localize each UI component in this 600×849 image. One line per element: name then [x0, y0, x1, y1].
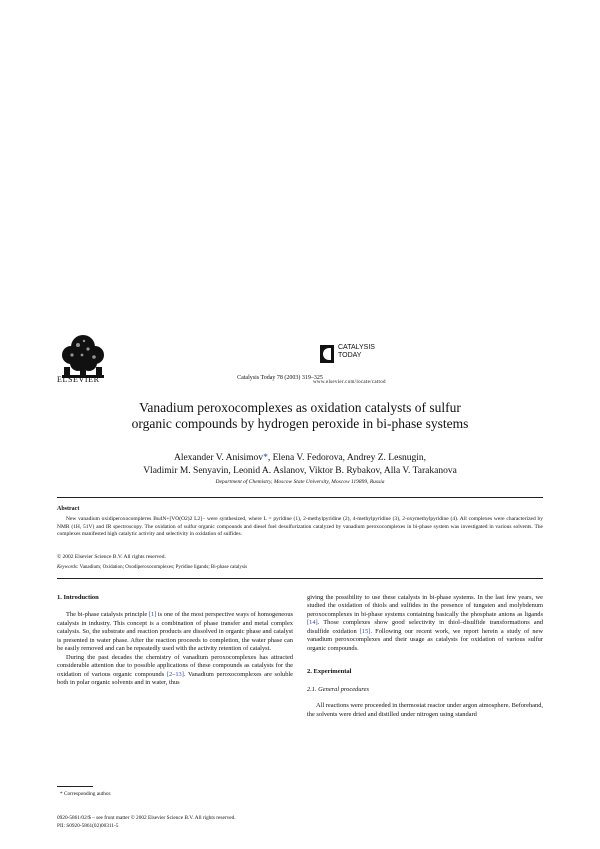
keywords-list: Vanadium; Oxidation; Oxodiperoxocomplexes; Pyridine ligands; Bi-phase catalysis [79, 565, 248, 570]
intro-paragraph-1: The bi-phase catalysis principle [1] is one of the most perspective ways of homogeneous catalysis in industry. This concept is a combination of phase transfer and metal complex catalysis. So, the substrate and reaction products are dissolved in organic phase and catalyst is presented in water phase. After the reaction proceeds to completion, the water phase can be easily removed and can be repeatedly used with the activity retention of catalyst. [57, 611, 293, 653]
citation-2-13[interactable]: [2–13] [166, 670, 184, 678]
abstract-copyright: © 2002 Elsevier Science B.V. All rights reserved. [57, 554, 166, 560]
keywords-label: Keywords: [57, 565, 79, 570]
corresponding-marker[interactable]: * [263, 453, 268, 463]
author-list [57, 452, 543, 478]
journal-logo-line2: TODAY [338, 352, 362, 359]
section-heading-introduction: 1. Introduction [57, 594, 99, 601]
journal-logo-icon [320, 345, 334, 363]
author-rest-line1: , Elena V. Fedorova, Andrey Z. Lesnugin, [267, 453, 427, 463]
divider-top [57, 497, 543, 498]
author-first[interactable]: Alexander V. Anisimov [173, 453, 264, 463]
article-title: Vanadium peroxocomplexes as oxidation catalysts of sulfur organic compounds by hydrogen peroxide in bi-phase systems [131, 400, 469, 431]
page-footer [57, 814, 236, 830]
abstract-heading: Abstract [57, 506, 80, 512]
left-column [57, 594, 293, 688]
journal-url[interactable]: www.elsevier.com/locate/cattod [313, 380, 386, 385]
footer-pii: PII: S0920-5861(02)00311-5 [57, 823, 119, 829]
divider-bottom [57, 578, 543, 579]
journal-logo [320, 337, 390, 377]
right-column [307, 594, 543, 719]
publisher-name: ELSEVIER [57, 375, 100, 384]
footnote-corresponding: * Corresponding author. [60, 791, 112, 797]
footer-copyright: 0920-5861/02/$ – see front matter © 2002 Elsevier Science B.V. All rights reserved. [57, 815, 236, 821]
citation-14[interactable]: [14] [307, 619, 318, 627]
journal-logo-line1: CATALYSIS [338, 344, 375, 351]
footnote-rule [57, 786, 93, 787]
intro-paragraph-2: During the past decades the chemistry of vanadium peroxocomplexes has attracted considerable attention due to possible applications of these compounds as catalysts for the oxidation of various organic compounds [2–13]. Vanadium peroxocomplexes are soluble both in polar organic solvents and in water, thus [57, 653, 293, 687]
citation-1[interactable]: [1] [148, 611, 157, 619]
subsection-heading-general: 2.1. General procedures [307, 685, 369, 693]
abstract-text: New vanadium oxidiperoxocompleтes Bu4N+[VO(O2)2 L2]− were synthesized, where L = pyridine (1), 2-methylpyridine (2), 4-methylpyridine (3), 2-oxymethylpyridine (4). All complexes were characterized by NMR (1H, 51V) and IR spectroscopy. The oxidation of sulfur organic compounds and diesel fuel desulfurization catalyzed by vanadium peroxocomplexes in bi-phase system was investigated in various solvents. The complexes manifested high catalytic activity and selectivity in oxidation of sulfides. [57, 516, 543, 538]
intro-paragraph-3: giving the possibility to use these catalysts in bi-phase systems. In the last few years, we studied the oxidation of thiols and sulfides in the presence of tungsten and molybdenum peroxocomplexes in bi-phase systems containing basically the phosphate anions as ligands [14]. Those complexes show good selectivity in thiol–disulfide transformations and disulfide oxidation [15]. Following our recent work, we report herein a study of new vanadium peroxocomplexes and their usage as catalysts for oxidation of various sulfur organic compounds. [307, 594, 544, 652]
citation-15[interactable]: [15] [359, 627, 371, 635]
journal-citation: Catalysis Today 78 (2003) 319–325 [237, 375, 323, 381]
author-line2: Vladimir M. Senyavin, Leonid A. Aslanov, Viktor B. Rybakov, Alla V. Tarakanova [143, 466, 457, 476]
affiliation: Department of Chemistry, Moscow State University, Moscow 119899, Russia [215, 479, 385, 485]
keywords [57, 565, 543, 570]
section-heading-experimental: 2. Experimental [307, 668, 352, 676]
experimental-paragraph-1: All reactions were proceeded in thermostat reactor under argon atmosphere. Beforehand, the solvents were dried and distilled under nitrogen using standard [307, 702, 544, 718]
